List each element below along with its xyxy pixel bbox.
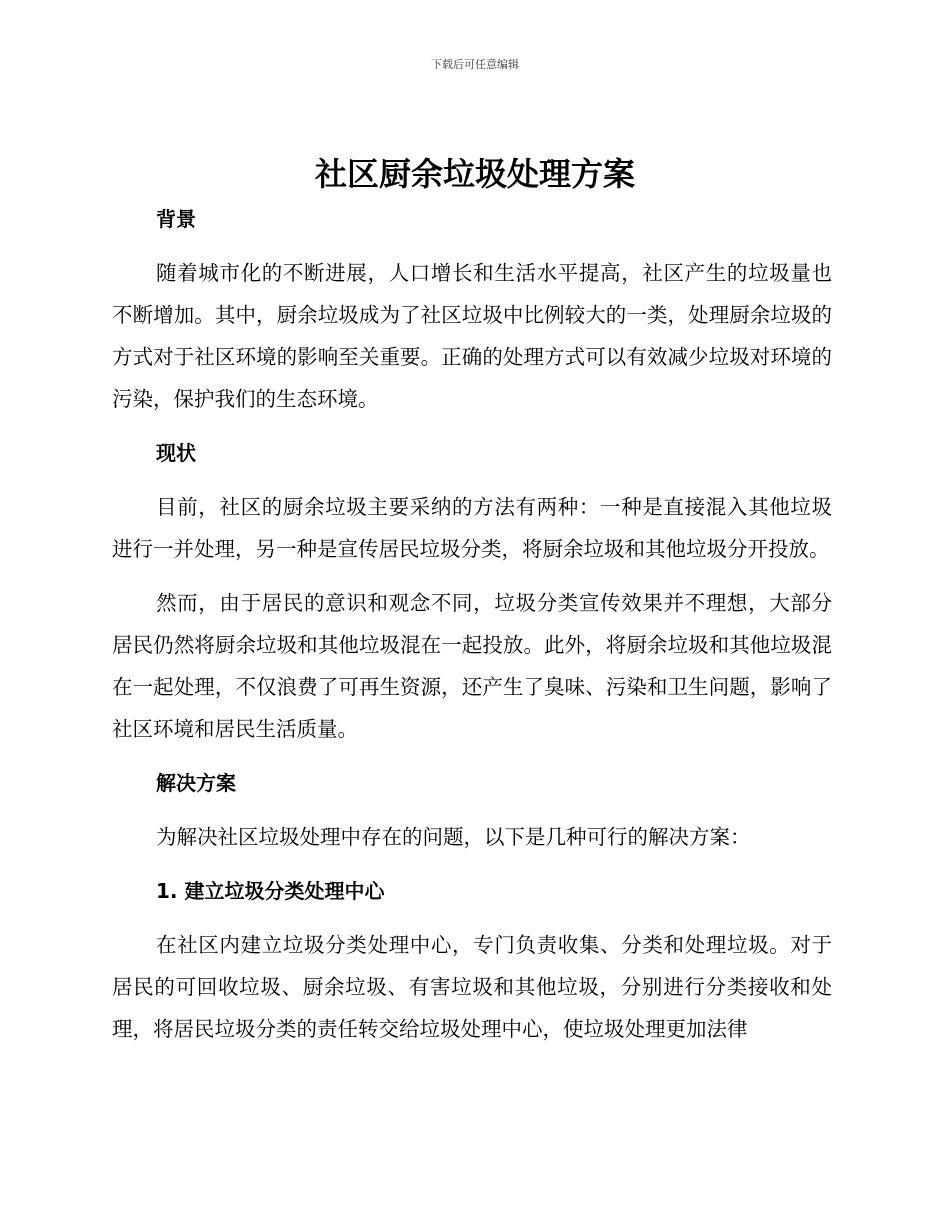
paragraph-status-2: 然而，由于居民的意识和观念不同，垃圾分类宣传效果并不理想，大部分居民仍然将厨余垃圾和其他垃圾混在一起投放。此外，将厨余垃圾和其他垃圾混在一起处理，不仅浪费了可再生资源，还产生了臭味、污染和卫生问题，影响了社区环境和居民生活质量。 — [112, 591, 832, 741]
paragraph-status-1: 目前，社区的厨余垃圾主要采纳的方法有两种：一种是直接混入其他垃圾进行一并处理，另一种是宣传居民垃圾分类，将厨余垃圾和其他垃圾分开投放。 — [112, 495, 832, 561]
header-note: 下载后可任意编辑 — [431, 58, 519, 71]
section-heading-status: 现状 — [156, 441, 196, 465]
document-title: 社区厨余垃圾处理方案 — [314, 155, 635, 193]
section-heading-solution: 解决方案 — [156, 771, 236, 795]
document-body — [112, 198, 832, 1050]
paragraph-background: 随着城市化的不断进展，人口增长和生活水平提高，社区产生的垃圾量也不断增加。其中，厨余垃圾成为了社区垃圾中比例较大的一类，处理厨余垃圾的方式对于社区环境的影响至关重要。正确的处理方式可以有效减少垃圾对环境的污染，保护我们的生态环境。 — [112, 261, 832, 411]
paragraph-solution-intro: 为解决社区垃圾处理中存在的问题，以下是几种可行的解决方案： — [156, 825, 751, 849]
subheading-item-1: 1. 建立垃圾分类处理中心 — [156, 879, 385, 903]
paragraph-item-1: 在社区内建立垃圾分类处理中心，专门负责收集、分类和处理垃圾。对于居民的可回收垃圾、厨余垃圾、有害垃圾和其他垃圾，分别进行分类接收和处理，将居民垃圾分类的责任转交给垃圾处理中心，使垃圾处理更加法律 — [112, 933, 832, 1041]
section-heading-background: 背景 — [156, 207, 196, 231]
